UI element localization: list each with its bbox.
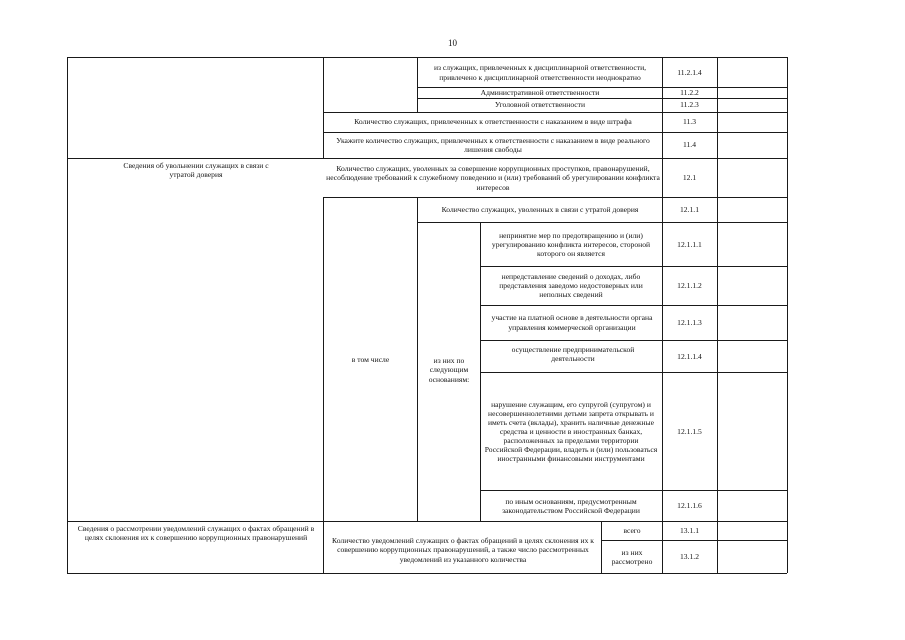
row-code: 12.1.1.1 bbox=[677, 239, 702, 249]
row-code: 12.1.1.2 bbox=[677, 280, 702, 290]
row-code: 12.1.1.4 bbox=[677, 351, 702, 361]
row-code: 11.3 bbox=[682, 117, 696, 127]
row-code: 11.4 bbox=[682, 140, 696, 150]
section-title: Сведения о рассмотрении уведомлений служащих о фактах обращений в целях склонения их к совершению коррупционных правонарушений bbox=[77, 524, 315, 543]
row-code: 12.1.1 bbox=[680, 205, 699, 215]
rule bbox=[717, 57, 718, 573]
row-code: 11.2.1.4 bbox=[677, 67, 702, 77]
row-label: всего bbox=[623, 526, 641, 536]
row-label: Количество служащих, привлеченных к ответственности с наказанием в виде штрафа bbox=[354, 117, 632, 127]
row-code: 13.1.1 bbox=[680, 526, 699, 536]
row-label: Уголовной ответственности bbox=[494, 100, 586, 110]
row-code: 12.1.1.3 bbox=[677, 317, 702, 327]
row-code: 12.1 bbox=[682, 173, 697, 183]
row-label: нарушение служащим, его супругой (супругом) и несовершеннолетними детьми запрета открывать и иметь счета (вклады), хранить наличные денежные средства и ценности в иностранных банках, расположенных за пределами территории Российской Федерации, владеть и (или) пользоваться иностранными финансовыми инструментами bbox=[484, 399, 658, 464]
row-label: Количество служащих, уволенных в связи с утратой доверия bbox=[441, 205, 639, 215]
row-code: 11.2.2 bbox=[680, 87, 699, 97]
row-label: Укажите количество служащих, привлеченных к ответственности с наказанием в виде реального лишения свободы bbox=[336, 135, 650, 154]
row-label: Количество уведомлений служащих о фактах обращений в целях склонения их к совершению коррупционных правонарушений, а также число рассмотренных уведомлений из указанного количества bbox=[332, 536, 594, 564]
rule bbox=[417, 197, 418, 521]
rule bbox=[480, 222, 481, 521]
row-label: непредставление сведений о доходах, либо представления заведомо недостоверных или неполных сведений bbox=[499, 271, 643, 300]
rule bbox=[787, 57, 788, 573]
row-label: осуществление предпринимательской деятельности bbox=[511, 345, 635, 364]
rule bbox=[67, 57, 68, 573]
row-code: 13.1.2 bbox=[680, 552, 699, 562]
row-label: по иным основаниям, предусмотренным законодательством Российской Федерации bbox=[502, 496, 640, 515]
row-label: из них рассмотрено bbox=[611, 547, 653, 566]
row-label: участие на платной основе в деятельности органа управления коммерческой организации bbox=[491, 313, 653, 332]
row-label: Административной ответственности bbox=[480, 87, 600, 97]
row-label: Количество служащих, уволенных за совершение коррупционных проступков, правонарушений, несоблюдение требований к служебному поведению и (или) требований об урегулировании конфликта интересов bbox=[326, 164, 660, 192]
row-code: 11.2.3 bbox=[680, 100, 699, 110]
including-label: в том числе bbox=[351, 354, 390, 364]
section-title: Сведения об увольнении служащих в связи с утратой доверия bbox=[123, 161, 269, 180]
grounds-label: из них по следующим основаниям: bbox=[428, 356, 470, 384]
row-code: 12.1.1.5 bbox=[677, 426, 702, 436]
row-label: из служащих, привлеченных к дисциплинарной ответственности, привлечено к дисциплинарной ответственности неоднократно bbox=[433, 63, 647, 82]
rule bbox=[67, 573, 787, 574]
page-number: 10 bbox=[448, 38, 457, 48]
row-label: непринятие мер по предотвращению и (или) урегулированию конфликта интересов, стороной которого он является bbox=[491, 230, 651, 259]
row-code: 12.1.1.6 bbox=[677, 501, 702, 511]
rule bbox=[323, 57, 324, 158]
